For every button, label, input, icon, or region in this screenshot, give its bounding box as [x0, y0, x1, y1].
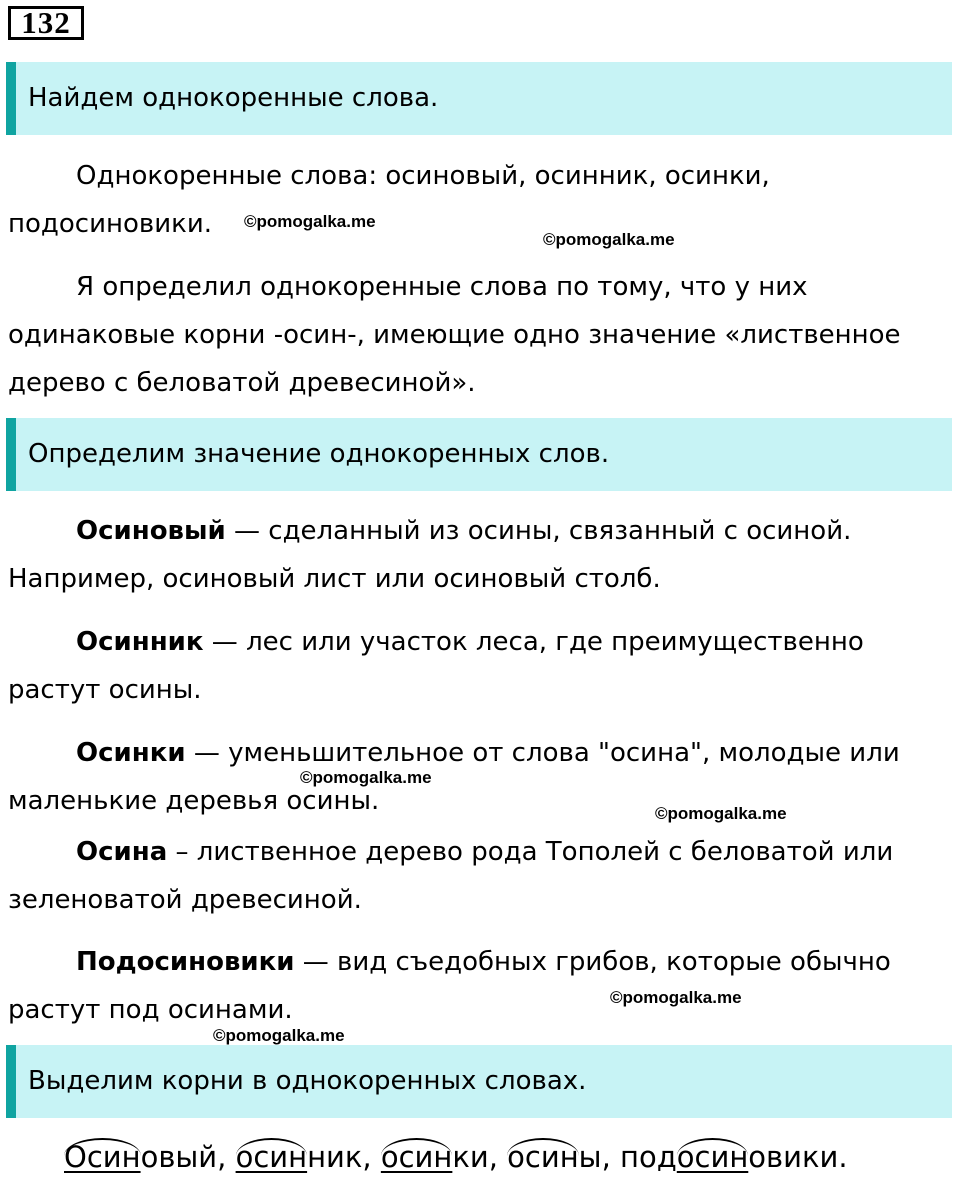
task-number: 132: [8, 6, 84, 40]
definition-dash: —: [294, 947, 338, 977]
word-suffix: ы: [578, 1140, 602, 1174]
word-root: осин: [235, 1140, 308, 1174]
definition-dash: —: [225, 516, 269, 546]
watermark: ©pomogalka.me: [244, 212, 376, 231]
word-separator: ,: [217, 1140, 236, 1174]
definition-osina: [8, 828, 948, 924]
word-separator: ,: [488, 1140, 508, 1174]
section-heading-find-cognates: Найдем однокоренные слова.: [6, 62, 952, 135]
watermark: ©pomogalka.me: [213, 1026, 345, 1045]
definition-text: вид съедобных грибов, которые обычно растут под осинами.: [8, 947, 891, 1025]
word-suffix: ник: [307, 1140, 363, 1174]
watermark: ©pomogalka.me: [300, 768, 432, 787]
word-separator: ,: [362, 1140, 381, 1174]
definition-text: лиственное дерево рода Тополей с беловатой или зеленоватой древесиной.: [8, 837, 894, 915]
root-word-4: [507, 1130, 601, 1184]
definition-osinovyi: [8, 507, 948, 603]
definition-dash: —: [185, 738, 229, 768]
definition-term: Осиновый: [76, 516, 226, 546]
explanation-paragraph: Я определил однокоренные слова по тому, что у них одинаковые корни -осин-, имеющие одно значение «лиственное дерево с беловатой древесиной».: [8, 272, 901, 398]
root-word-5: [620, 1130, 838, 1184]
definition-text: уменьшительное от слова "осина", молодые или маленькие деревья осины.: [8, 738, 900, 816]
word-separator: .: [838, 1140, 848, 1174]
definition-term: Подосиновики: [76, 947, 295, 977]
watermark: ©pomogalka.me: [543, 230, 675, 249]
word-separator: ,: [601, 1140, 621, 1174]
watermark: ©pomogalka.me: [655, 804, 787, 823]
word-root: осин: [676, 1140, 749, 1174]
word-suffix: овики: [748, 1140, 839, 1174]
definition-podosinoviki: [8, 938, 948, 1034]
root-word-2: [236, 1130, 363, 1184]
definition-dash: –: [167, 837, 197, 867]
word-root: осин: [507, 1140, 579, 1174]
word-suffix: ки: [452, 1140, 489, 1174]
definition-term: Осинки: [76, 738, 186, 768]
definition-text: лес или участок леса, где преимущественно растут осины.: [8, 627, 864, 705]
root-word-1: [64, 1130, 217, 1184]
word-root: осин: [380, 1140, 453, 1174]
cognates-list-paragraph: Однокоренные слова: осиновый, осинник, осинки, подосиновики.: [8, 161, 770, 239]
definition-dash: —: [203, 627, 247, 657]
definition-osinnik: [8, 618, 948, 714]
definition-term: Осина: [76, 837, 168, 867]
roots-line: [64, 1130, 848, 1184]
definition-term: Осинник: [76, 627, 204, 657]
root-word-3: [381, 1130, 489, 1184]
section-heading-roots: Выделим корни в однокоренных словах.: [6, 1045, 952, 1118]
word-prefix: под: [620, 1140, 677, 1174]
watermark: ©pomogalka.me: [610, 988, 742, 1007]
word-suffix: овый: [140, 1140, 218, 1174]
section-heading-meanings: Определим значение однокоренных слов.: [6, 418, 952, 491]
definition-osinki: [8, 729, 948, 825]
definition-text: сделанный из осины, связанный с осиной. Например, осиновый лист или осиновый столб.: [8, 516, 852, 594]
word-root: Осин: [64, 1140, 141, 1174]
